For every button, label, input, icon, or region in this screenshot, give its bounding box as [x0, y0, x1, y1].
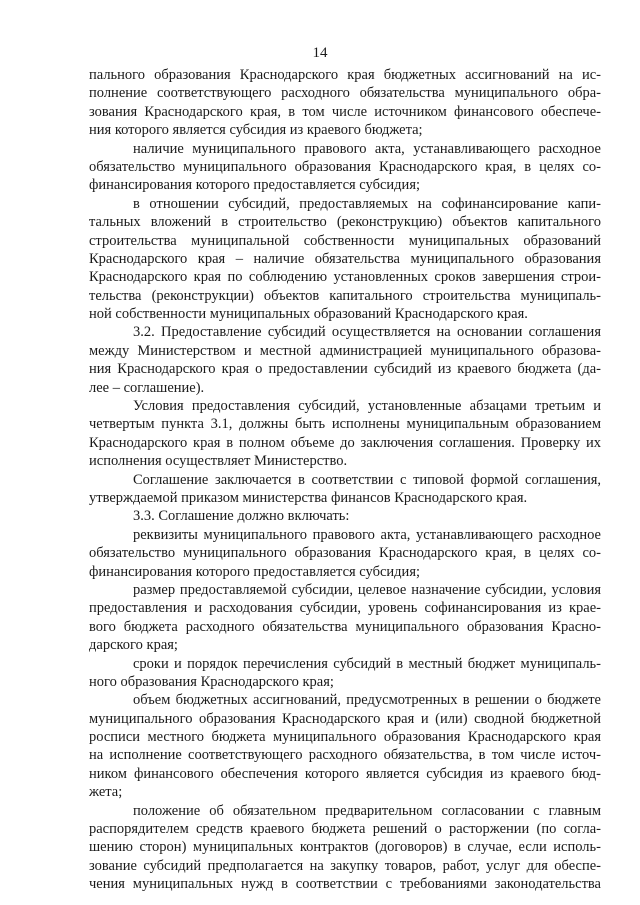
text-line: тельства (реконструкции) объектов капитального строительства муниципаль-	[89, 287, 601, 304]
text-line: пального образования Краснодарского края бюджетных ассигнований на ис-	[89, 67, 601, 83]
text-line: ной собственности муниципальных образований Краснодарского края.	[89, 306, 528, 323]
text-line: вого бюджета расходного обязательства муниципального образования Красно-	[89, 618, 601, 635]
text-line: распорядителем средств краевого бюджета решений о расторжении (по согла-	[89, 821, 601, 838]
text-line: четвертым пункта 3.1, должны быть исполнены муниципальным образованием	[89, 416, 601, 433]
text-line: положение об обязательном предварительном согласовании с главным	[133, 802, 601, 819]
text-line: размер предоставляемой субсидии, целевое назначение субсидии, условия	[133, 581, 601, 598]
text-line: ного образования Краснодарского края;	[89, 673, 334, 690]
text-line: исполнения осуществляет Министерство.	[89, 453, 348, 470]
text-line: Краснодарского края в полном объеме до заключения соглашения. Проверку их	[89, 434, 601, 451]
text-line: чения муниципальных нужд в соответствии с требованиями законодательства	[89, 876, 601, 893]
page-number: 14	[312, 45, 328, 61]
text-line: между Министерством и местной администрацией муниципального образова-	[89, 342, 601, 359]
text-line: Условия предоставления субсидий, установленные абзацами третьим и	[133, 398, 601, 415]
text-line: объем бюджетных ассигнований, предусмотренных в решении о бюджете	[133, 692, 601, 709]
text-line: обязательство муниципального образования Краснодарского края, в целях со-	[89, 158, 601, 175]
text-line: обязательство муниципального образования Краснодарского края, в целях со-	[89, 545, 601, 562]
text-line: 3.3. Соглашение должно включать:	[133, 508, 350, 525]
text-line: Краснодарского края – наличие обязательства муниципального образования	[89, 250, 601, 267]
text-line: финансирования которого предоставляется субсидия;	[89, 563, 421, 580]
text-line: Соглашение заключается в соответствии с типовой формой соглашения,	[133, 471, 601, 488]
text-line: утверждаемой приказом министерства финансов Краснодарского края.	[89, 489, 528, 506]
text-line: жета;	[89, 784, 123, 801]
text-line: строительства муниципальной собственности муниципальных образований	[89, 232, 601, 249]
text-line: ния Краснодарского края о предоставлении субсидий из краевого бюджета (да-	[89, 361, 601, 378]
text-line: сроки и порядок перечисления субсидий в местный бюджет муниципаль-	[133, 655, 601, 672]
text-line: финансирования которого предоставляется субсидия;	[89, 177, 421, 194]
text-line: лее – соглашение).	[89, 379, 205, 396]
text-line: ником финансового обеспечения которого является субсидия из краевого бюд-	[89, 765, 601, 782]
text-line: предоставления и расходования субсидии, уровень софинансирования из крае-	[89, 600, 601, 617]
document-body	[89, 66, 601, 894]
text-line: муниципального образования Краснодарского края и (или) сводной бюджетной	[89, 710, 601, 727]
text-line: росписи местного бюджета муниципального образования Краснодарского края	[89, 729, 601, 746]
text-line: в отношении субсидий, предоставляемых на софинансирование капи-	[133, 195, 601, 212]
text-line: реквизиты муниципального правового акта, устанавливающего расходное	[133, 526, 601, 543]
text-line: наличие муниципального правового акта, устанавливающего расходное	[133, 140, 601, 157]
text-line: зования Краснодарского края, в том числе источником финансового обеспече-	[89, 103, 601, 120]
text-line: Краснодарского края по соблюдению установленных сроков завершения строи-	[89, 269, 601, 286]
text-line: полнение соответствующего расходного обязательства муниципального обра-	[89, 85, 601, 102]
text-line: шению сторон) муниципальных контрактов (договоров) в случае, если исполь-	[89, 839, 601, 856]
text-line: тальных вложений в строительство (реконструкцию) объектов капитального	[89, 214, 601, 231]
text-line: на исполнение соответствующего расходного обязательства, в том числе источ-	[89, 747, 601, 764]
text-line: зование субсидий предполагается на закупку товаров, работ, услуг для обеспе-	[89, 857, 601, 874]
text-line: дарского края;	[89, 637, 178, 654]
text-line: 3.2. Предоставление субсидий осуществляется на основании соглашения	[133, 324, 601, 341]
text-line: ния которого является субсидия из краевого бюджета;	[89, 122, 423, 139]
